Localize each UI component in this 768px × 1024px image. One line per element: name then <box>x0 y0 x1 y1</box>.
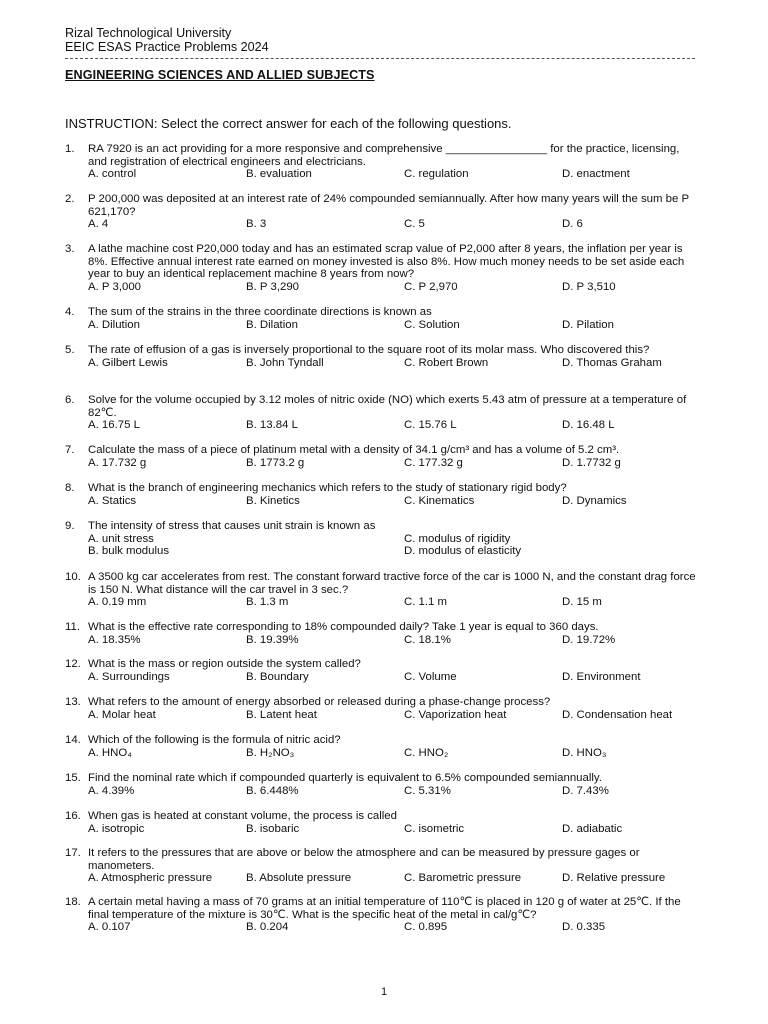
question-number: 15. <box>65 772 81 784</box>
question-text: P 200,000 was deposited at an interest rate of 24% compounded semiannually. After how many years will the sum be P 621,170? <box>88 193 689 218</box>
choice-a: A. P 3,000 <box>88 280 141 293</box>
choice-a: A. Statics <box>88 494 137 507</box>
question-text: What is the effective rate corresponding to 18% compounded daily? Take 1 year is equal to 360 days. <box>88 621 599 633</box>
question-14 <box>65 734 697 759</box>
choice-a: A. Gilbert Lewis <box>88 356 168 369</box>
choice-d: D. P 3,510 <box>562 280 616 293</box>
question-number: 6. <box>65 394 75 406</box>
choice-a: A. HNO₄ <box>88 746 132 759</box>
choice-d: D. Environment <box>562 670 641 683</box>
question-text: What refers to the amount of energy absorbed or released during a phase-change process? <box>88 696 551 708</box>
choice-d: D. Pilation <box>562 318 614 331</box>
choice-b: B. 19.39% <box>246 633 299 646</box>
choice-d: D. 7.43% <box>562 784 609 797</box>
choice-c: C. 1.1 m <box>404 596 448 609</box>
question-number: 12. <box>65 658 81 670</box>
question-10 <box>65 571 697 609</box>
choice-b: B. 13.84 L <box>246 419 298 432</box>
question-text: Calculate the mass of a piece of platinum metal with a density of 34.1 g/cm³ and has a volume of 5.2 cm³. <box>88 444 620 456</box>
choice-d: D. 19.72% <box>562 633 616 646</box>
question-number: 16. <box>65 810 81 822</box>
question-1 <box>65 143 697 181</box>
question-text: What is the mass or region outside the system called? <box>88 658 361 670</box>
choice-c: C. Vaporization heat <box>404 708 507 721</box>
choice-b: B. P 3,290 <box>246 280 299 293</box>
choice-c: C. Volume <box>404 670 457 683</box>
choice-c: C. isometric <box>404 822 465 835</box>
question-text: The sum of the strains in the three coordinate directions is known as <box>88 306 432 318</box>
question-number: 18. <box>65 896 81 908</box>
question-text: When gas is heated at constant volume, the process is called <box>88 810 397 822</box>
choice-c: C. 15.76 L <box>404 419 457 432</box>
question-text: The rate of effusion of a gas is inversely proportional to the square root of its molar mass. Who discovered this? <box>88 344 650 356</box>
choice-a: A. 18.35% <box>88 633 141 646</box>
choice-b: B. Absolute pressure <box>246 872 352 885</box>
question-text: Solve for the volume occupied by 3.12 moles of nitric oxide (NO) which exerts 5.43 atm of pressure at a temperature of 82℃. <box>88 394 687 419</box>
choice-a: A. 17.732 g <box>88 456 147 469</box>
question-9 <box>65 520 697 558</box>
choice-c: C. Kinematics <box>404 494 475 507</box>
question-text: It refers to the pressures that are above or below the atmosphere and can be measured by pressure gages or manometers. <box>88 847 640 872</box>
question-8 <box>65 482 697 507</box>
choice-b: B. Dilation <box>246 318 298 331</box>
choice-c: C. 5 <box>404 218 425 231</box>
question-number: 7. <box>65 444 75 456</box>
choice-d: D. Condensation heat <box>562 708 673 721</box>
choice-a: A. isotropic <box>88 822 145 835</box>
choice-c: C. 0.895 <box>404 921 448 934</box>
choice-a: A. 16.75 L <box>88 419 140 432</box>
choice-d: D. 0.335 <box>562 921 606 934</box>
choice-d: D. 1.7732 g <box>562 456 621 469</box>
question-number: 4. <box>65 306 75 318</box>
choice-d: D. Relative pressure <box>562 872 666 885</box>
choice-c: C. HNO₂ <box>404 746 449 759</box>
choice-b: B. 6.448% <box>246 784 299 797</box>
question-text: RA 7920 is an act providing for a more responsive and comprehensive ________________ for the practice, licensing, and registration of electrical engineers and electricians. <box>88 143 680 168</box>
choice-b: B. John Tyndall <box>246 356 324 369</box>
document-subtitle: EEIC ESAS Practice Problems 2024 <box>65 40 269 54</box>
choice-c: C. Barometric pressure <box>404 872 522 885</box>
choice-a: A. 4 <box>88 218 109 231</box>
question-3 <box>65 243 697 293</box>
question-2 <box>65 193 697 231</box>
choice-b: B. H₂NO₃ <box>246 746 295 759</box>
question-number: 17. <box>65 847 81 859</box>
question-text: Which of the following is the formula of nitric acid? <box>88 734 341 746</box>
question-5 <box>65 344 697 369</box>
question-text: What is the branch of engineering mechanics which refers to the study of stationary rigid body? <box>88 482 567 494</box>
dashed-divider <box>65 58 695 59</box>
question-13 <box>65 696 697 721</box>
question-4 <box>65 306 697 331</box>
choice-a: A. 0.107 <box>88 921 131 934</box>
choice-a: A. Molar heat <box>88 708 156 721</box>
document-header <box>65 26 269 54</box>
choice-d: D. adiabatic <box>562 822 623 835</box>
question-12 <box>65 658 697 683</box>
question-6 <box>65 394 697 432</box>
choice-d: D. Dynamics <box>562 494 627 507</box>
choice-b: B. bulk modulus <box>88 545 170 558</box>
choice-b: B. Latent heat <box>246 708 317 721</box>
choice-b: B. 1773.2 g <box>246 456 305 469</box>
choice-d: D. 16.48 L <box>562 419 615 432</box>
question-text: A certain metal having a mass of 70 grams at an initial temperature of 110℃ is placed in 120 g of water at 25℃. If the final temperature of the mixture is 30℃. What is the specific heat of the metal in cal/g℃? <box>88 896 681 921</box>
instruction-text: INSTRUCTION: Select the correct answer for each of the following questions. <box>65 116 512 131</box>
choice-a: A. control <box>88 168 137 181</box>
choice-b: B. 0.204 <box>246 921 289 934</box>
choice-a: A. Surroundings <box>88 670 170 683</box>
choice-d: D. HNO₃ <box>562 746 607 759</box>
choice-c: C. Robert Brown <box>404 356 489 369</box>
question-15 <box>65 772 697 797</box>
question-number: 2. <box>65 193 75 205</box>
question-text: The intensity of stress that causes unit strain is known as <box>88 520 376 532</box>
page-number: 1 <box>380 986 388 998</box>
choice-b: B. 3 <box>246 218 267 231</box>
choice-b: B. Boundary <box>246 670 309 683</box>
question-number: 13. <box>65 696 81 708</box>
choice-c: C. 177.32 g <box>404 456 463 469</box>
question-17 <box>65 847 697 885</box>
question-number: 9. <box>65 520 75 532</box>
question-text: A 3500 kg car accelerates from rest. The constant forward tractive force of the car is 1000 N, and the constant drag force is 150 N. What distance will the car travel in 3 sec.? <box>88 571 696 596</box>
choice-d: D. 15 m <box>562 596 602 609</box>
choice-c: C. 5.31% <box>404 784 451 797</box>
choice-b: B. evaluation <box>246 168 312 181</box>
choice-d: D. Thomas Graham <box>562 356 662 369</box>
question-number: 5. <box>65 344 75 356</box>
choice-d: D. 6 <box>562 218 583 231</box>
question-7 <box>65 444 697 469</box>
question-text: Find the nominal rate which if compounded quarterly is equivalent to 6.5% compounded semiannually. <box>88 772 602 784</box>
question-16 <box>65 810 697 835</box>
section-title: ENGINEERING SCIENCES AND ALLIED SUBJECTS <box>65 68 375 82</box>
university-name: Rizal Technological University <box>65 26 232 40</box>
question-number: 14. <box>65 734 81 746</box>
question-11 <box>65 621 697 646</box>
choice-d: D. enactment <box>562 168 630 181</box>
choice-c: C. modulus of rigidity <box>404 532 511 545</box>
choice-a: A. Dilution <box>88 318 140 331</box>
choice-b: B. isobaric <box>246 822 300 835</box>
question-number: 8. <box>65 482 75 494</box>
choice-b: B. 1.3 m <box>246 596 289 609</box>
question-number: 1. <box>65 143 75 155</box>
question-number: 10. <box>65 571 81 583</box>
choice-a: A. 4.39% <box>88 784 135 797</box>
choice-b: B. Kinetics <box>246 494 300 507</box>
choice-a: A. 0.19 mm <box>88 596 147 609</box>
choice-c: C. Solution <box>404 318 460 331</box>
choice-c: C. regulation <box>404 168 469 181</box>
choice-d: D. modulus of elasticity <box>404 545 522 558</box>
choice-c: C. 18.1% <box>404 633 451 646</box>
choice-a: A. Atmospheric pressure <box>88 872 213 885</box>
choice-c: C. P 2,970 <box>404 280 458 293</box>
question-number: 3. <box>65 243 75 255</box>
question-18 <box>65 896 697 934</box>
choice-a: A. unit stress <box>88 532 154 545</box>
question-number: 11. <box>65 621 80 633</box>
question-text: A lathe machine cost P20,000 today and has an estimated scrap value of P2,000 after 8 years, the inflation per year is 8%. Effective annual interest rate earned on money invested is also 8%. How much money needs to be set aside each year to buy an identical replacement machine 8 years from now? <box>88 243 685 281</box>
